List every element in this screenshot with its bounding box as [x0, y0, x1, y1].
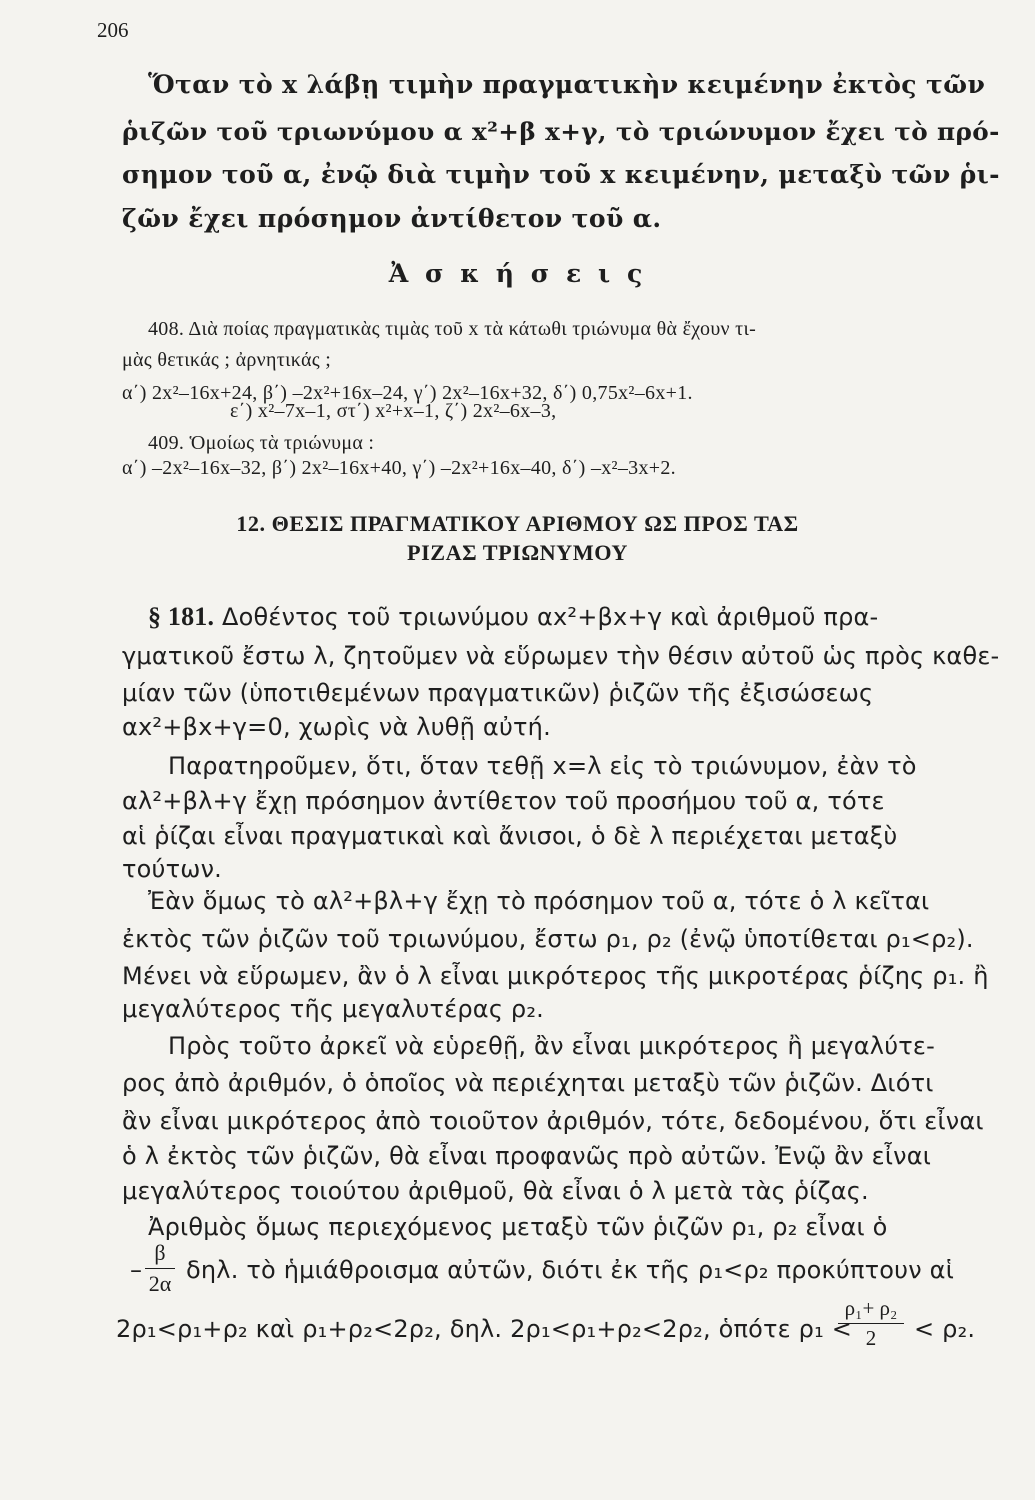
paragraph-line: αx²+βx+γ=0, χωρὶς νὰ λυθῇ αὐτή. [122, 713, 551, 741]
theorem-line-3: σημον τοῦ α, ἐνῷ διὰ τιμὴν τοῦ x κειμένην, μεταξὺ τῶν ῥι- [122, 160, 1000, 189]
paragraph-line-1-text: Δοθέντος τοῦ τριωνύμου αx²+βx+γ καὶ ἀριθμοῦ πρα- [222, 603, 879, 631]
theorem-line-2: ῥιζῶν τοῦ τριωνύμου α x²+β x+γ, τὸ τριώνυμον ἔχει τὸ πρό- [122, 117, 1000, 146]
exercises-heading: Ἀ σ κ ή σ ε ι ς [388, 258, 647, 288]
paragraph-line: δηλ. τὸ ἡμιάθροισμα αὐτῶν, διότι ἐκ τῆς ρ₁<ρ₂ προκύπτουν αἱ [186, 1256, 955, 1284]
exercise-408-line-1: 408. Διὰ ποίας πραγματικὰς τιμὰς τοῦ x τὰ κάτωθι τριώνυμα θὰ ἔχουν τι- [148, 318, 757, 340]
page-number: 206 [97, 18, 129, 42]
fraction-bar [145, 1268, 175, 1269]
exercise-408-line-3: α΄) 2x²–16x+24, β΄) –2x²+16x–24, γ΄) 2x²–16x+32, δ΄) 0,75x²–6x+1. [122, 382, 693, 404]
paragraph-line: τούτων. [122, 855, 223, 883]
exercise-408-line-4: ε΄) x²–7x–1, στ΄) x²+x–1, ζ΄) 2x²–6x–3, [230, 400, 557, 422]
exercise-409-line-1: 409. Ὁμοίως τὰ τριώνυμα : [148, 432, 375, 454]
paragraph-line: ρος ἀπὸ ἀριθμόν, ὁ ὁποῖος νὰ περιέχηται μεταξὺ τῶν ῥιζῶν. Διότι [122, 1069, 934, 1097]
paragraph-line: μεγαλύτερος τῆς μεγαλυτέρας ρ₂. [122, 995, 545, 1023]
paragraph-line: Ἀριθμὸς ὅμως περιεχόμενος μεταξὺ τῶν ῥιζῶν ρ₁, ρ₂ εἶναι ὁ [148, 1213, 888, 1241]
theorem-line-1: Ὅταν τὸ x λάβῃ τιμὴν πραγματικὴν κειμένην ἐκτὸς τῶν [148, 70, 986, 99]
fraction-beta-over-2alpha [145, 1240, 175, 1297]
paragraph-line: γματικοῦ ἔστω λ, ζητοῦμεν νὰ εὕρωμεν τὴν θέσιν αὐτοῦ ὡς πρὸς καθε- [122, 642, 1000, 670]
paragraph-line-1 [148, 602, 878, 632]
paragraph-line: Ἐὰν ὅμως τὸ αλ²+βλ+γ ἔχῃ τὸ πρόσημον τοῦ α, τότε ὁ λ κεῖται [148, 887, 930, 915]
paragraph-line: ἐκτὸς τῶν ῥιζῶν τοῦ τριωνύμου, ἔστω ρ₁, ρ₂ (ἐνῷ ὑποτίθεται ρ₁<ρ₂). [122, 925, 974, 953]
exercise-409-line-2: α΄) –2x²–16x–32, β΄) 2x²–16x+40, γ΄) –2x²+16x–40, δ΄) –x²–3x+2. [122, 457, 676, 479]
paragraph-line: ἂν εἶναι μικρότερος ἀπὸ τοιοῦτον ἀριθμόν, τότε, δεδομένου, ὅτι εἶναι [122, 1107, 984, 1135]
paragraph-line: αἱ ῥίζαι εἶναι πραγματικαὶ καὶ ἄνισοι, ὁ δὲ λ περιέχεται μεταξὺ [122, 822, 898, 850]
section-sign: § 181. [148, 602, 215, 631]
paragraph-line: Παρατηροῦμεν, ὅτι, ὅταν τεθῇ x=λ εἰς τὸ τριώνυμον, ἐὰν τὸ [168, 752, 917, 780]
paragraph-last-line-tail: < ρ₂. [914, 1315, 976, 1343]
fraction-numerator: β [154, 1240, 166, 1265]
fraction-half-sum [838, 1296, 904, 1351]
paragraph-line: ὁ λ ἐκτὸς τῶν ῥιζῶν, θὰ εἶναι προφανῶς πρὸ αὐτῶν. Ἐνῷ ἂν εἶναι [122, 1142, 932, 1170]
fraction-denominator: 2α [148, 1271, 172, 1296]
fraction-numerator: ρ₁+ ρ₂ [844, 1296, 898, 1320]
paragraph-last-line: 2ρ₁<ρ₁+ρ₂ καὶ ρ₁+ρ₂<2ρ₂, δηλ. 2ρ₁<ρ₁+ρ₂<2ρ₂, ὁπότε ρ₁ < [116, 1315, 853, 1343]
paragraph-line: αλ²+βλ+γ ἔχῃ πρόσημον ἀντίθετον τοῦ προσήμου τοῦ α, τότε [122, 787, 885, 815]
exercise-408-line-2: μὰς θετικάς ; ἀρνητικάς ; [122, 349, 332, 371]
fraction-minus: – [130, 1256, 143, 1284]
section-title-line-2: ΡΙΖΑΣ ΤΡΙΩΝΥΜΟΥ [407, 540, 628, 565]
theorem-line-4: ζῶν ἔχει πρόσημον ἀντίθετον τοῦ α. [122, 204, 662, 233]
fraction-bar [838, 1323, 904, 1324]
fraction-denominator: 2 [865, 1326, 877, 1350]
section-title-line-1: 12. ΘΕΣΙΣ ΠΡΑΓΜΑΤΙΚΟΥ ΑΡΙΘΜΟΥ ΩΣ ΠΡΟΣ ΤΑΣ [236, 511, 799, 536]
paragraph-line: μίαν τῶν (ὑποτιθεμένων πραγματικῶν) ῥιζῶν τῆς ἐξισώσεως [122, 679, 874, 707]
paragraph-line: Πρὸς τοῦτο ἀρκεῖ νὰ εὑρεθῇ, ἂν εἶναι μικρότερος ἢ μεγαλύτε- [168, 1032, 935, 1060]
paragraph-line: Μένει νὰ εὕρωμεν, ἂν ὁ λ εἶναι μικρότερος τῆς μικροτέρας ῥίζης ρ₁. ἢ [122, 962, 989, 990]
paragraph-line: μεγαλύτερος τοιούτου ἀριθμοῦ, θὰ εἶναι ὁ λ μετὰ τὰς ῥίζας. [122, 1177, 869, 1205]
